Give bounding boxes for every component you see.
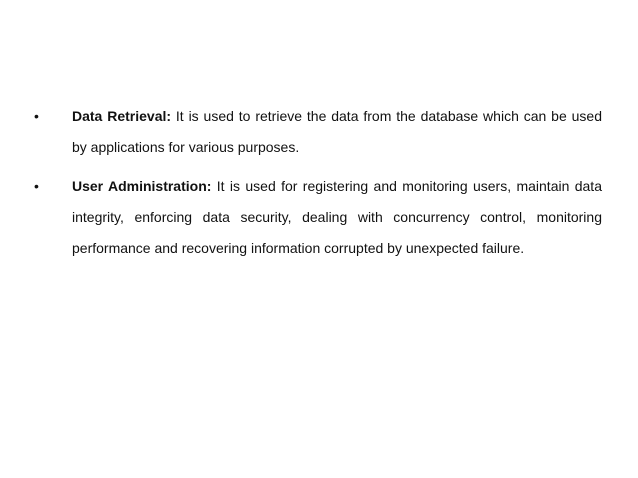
bullet-icon: • (34, 178, 39, 194)
bullet-item-data-retrieval (34, 101, 602, 163)
bullet-list (34, 101, 602, 272)
bullet-text: It is used to retrieve the data from the database which can be used by applications for various purposes. (72, 108, 602, 155)
bullet-icon: • (34, 108, 39, 124)
bullet-term: Data Retrieval: (72, 108, 176, 124)
bullet-item-user-administration (34, 171, 602, 264)
bullet-term: User Administration: (72, 178, 217, 194)
bullet-text: It is used for registering and monitoring users, maintain data integrity, enforcing data security, dealing with concurrency control, monitoring performance and recovering information corrupted by unexpected failure. (72, 178, 602, 256)
